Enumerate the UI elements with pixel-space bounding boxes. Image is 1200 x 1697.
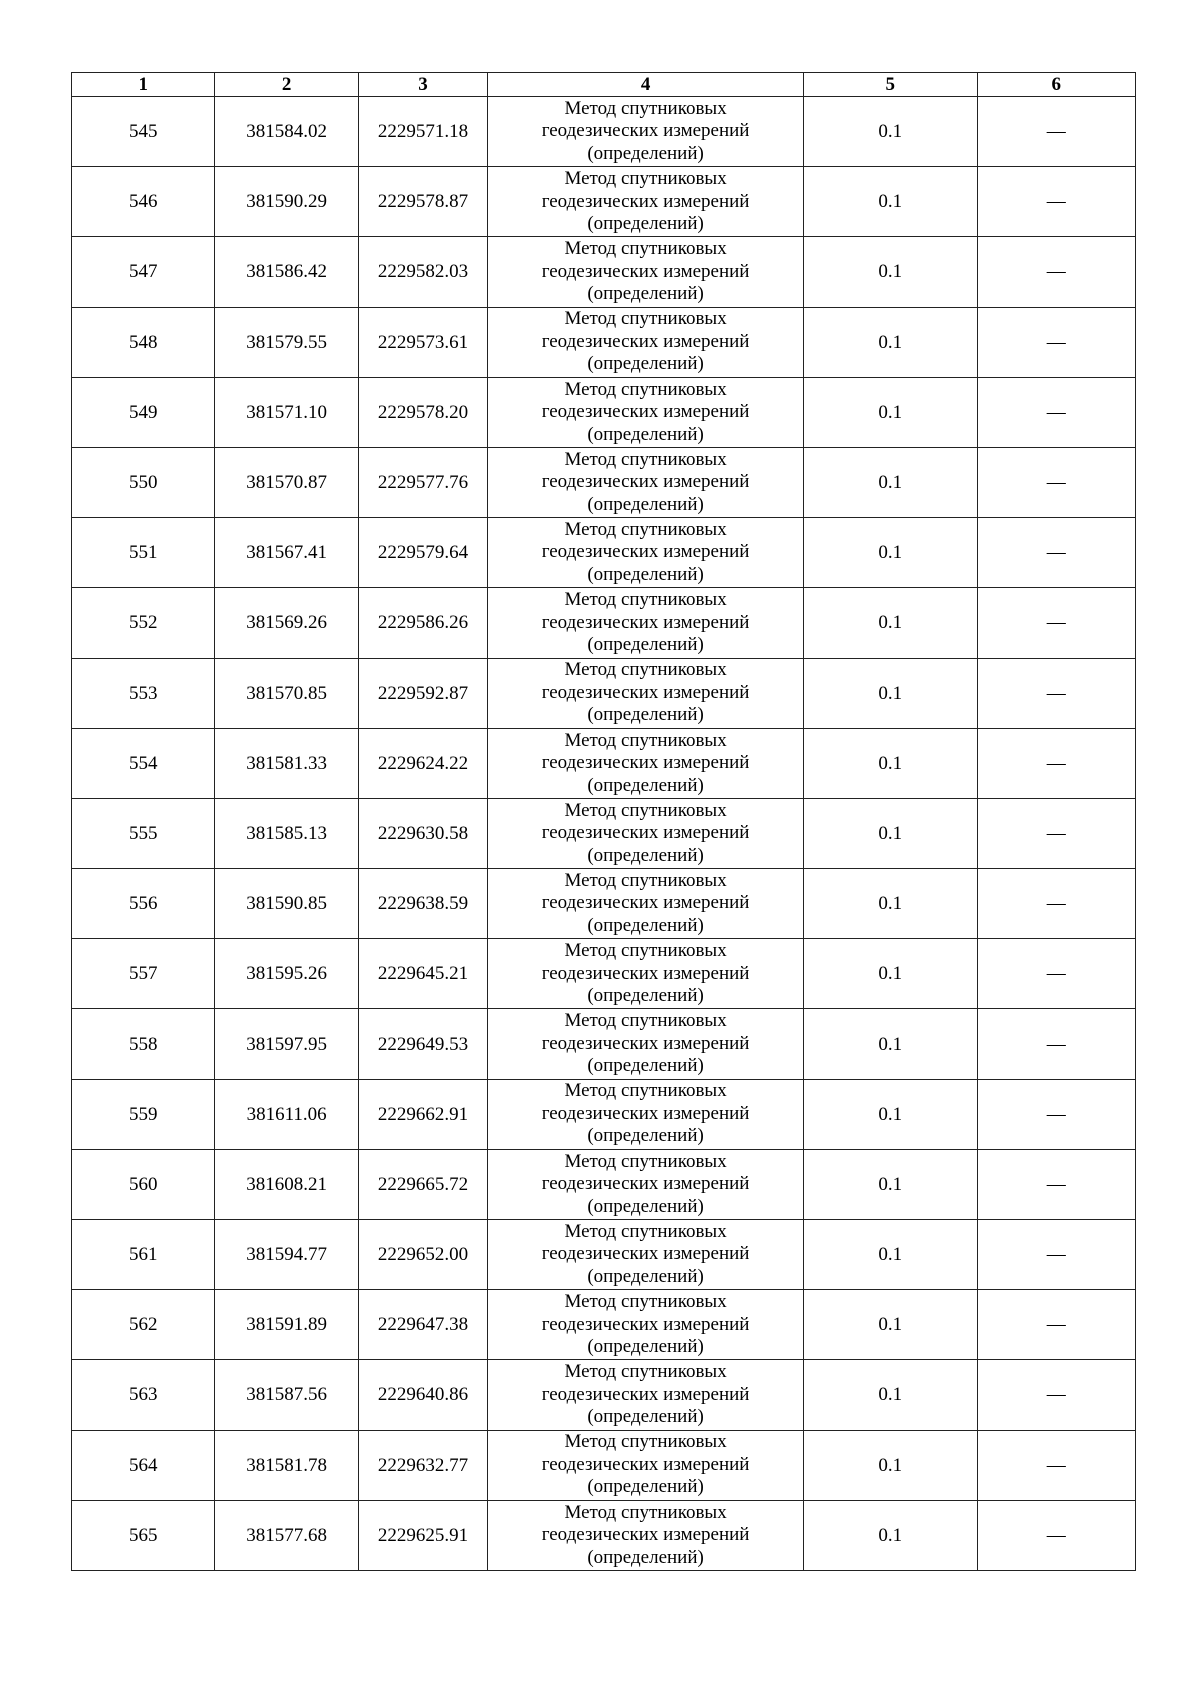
- table-row: [72, 588, 1136, 658]
- method-line: геодезических измерений: [541, 120, 750, 142]
- point-number-cell: 558: [72, 1009, 215, 1079]
- method-line: Метод спутниковых: [564, 1431, 727, 1453]
- table-row: [72, 728, 1136, 798]
- x-coordinate-cell: 381570.85: [215, 658, 358, 728]
- method-line: (определений): [587, 1336, 704, 1358]
- method-line: геодезических измерений: [541, 962, 750, 984]
- note-cell: —: [977, 798, 1135, 868]
- method-line: Метод спутниковых: [564, 659, 727, 681]
- method-line: Метод спутниковых: [564, 1361, 727, 1383]
- method-cell: [488, 588, 804, 658]
- point-number-cell: 549: [72, 377, 215, 447]
- x-coordinate-cell: 381591.89: [215, 1290, 358, 1360]
- note-cell: —: [977, 518, 1135, 588]
- point-number-cell: 560: [72, 1149, 215, 1219]
- method-cell: [488, 869, 804, 939]
- x-coordinate-cell: 381577.68: [215, 1500, 358, 1570]
- accuracy-cell: 0.1: [804, 1500, 977, 1570]
- y-coordinate-cell: 2229582.03: [358, 237, 487, 307]
- method-cell: [488, 658, 804, 728]
- note-cell: —: [977, 1079, 1135, 1149]
- x-coordinate-cell: 381584.02: [215, 97, 358, 167]
- method-line: (определений): [587, 844, 704, 866]
- method-line: Метод спутниковых: [564, 308, 727, 330]
- method-line: Метод спутниковых: [564, 869, 727, 891]
- method-line: геодезических измерений: [541, 611, 750, 633]
- table-row: [72, 167, 1136, 237]
- method-cell: [488, 167, 804, 237]
- method-line: геодезических измерений: [541, 260, 750, 282]
- point-number-cell: 551: [72, 518, 215, 588]
- y-coordinate-cell: 2229578.87: [358, 167, 487, 237]
- y-coordinate-cell: 2229624.22: [358, 728, 487, 798]
- y-coordinate-cell: 2229645.21: [358, 939, 487, 1009]
- y-coordinate-cell: 2229647.38: [358, 1290, 487, 1360]
- method-cell: [488, 1079, 804, 1149]
- accuracy-cell: 0.1: [804, 1009, 977, 1079]
- point-number-cell: 552: [72, 588, 215, 658]
- table-row: [72, 1220, 1136, 1290]
- method-line: Метод спутниковых: [564, 1291, 727, 1313]
- method-line: (определений): [587, 1476, 704, 1498]
- point-number-cell: 545: [72, 97, 215, 167]
- x-coordinate-cell: 381590.29: [215, 167, 358, 237]
- method-line: (определений): [587, 1546, 704, 1568]
- method-line: геодезических измерений: [541, 752, 750, 774]
- note-cell: —: [977, 97, 1135, 167]
- method-line: Метод спутниковых: [564, 168, 727, 190]
- method-line: Метод спутниковых: [564, 1010, 727, 1032]
- x-coordinate-cell: 381590.85: [215, 869, 358, 939]
- note-cell: —: [977, 588, 1135, 658]
- x-coordinate-cell: 381587.56: [215, 1360, 358, 1430]
- method-line: геодезических измерений: [541, 190, 750, 212]
- accuracy-cell: 0.1: [804, 97, 977, 167]
- method-cell: [488, 1009, 804, 1079]
- note-cell: —: [977, 1430, 1135, 1500]
- x-coordinate-cell: 381597.95: [215, 1009, 358, 1079]
- method-cell: [488, 798, 804, 868]
- table-row: [72, 869, 1136, 939]
- table-row: [72, 939, 1136, 1009]
- method-line: (определений): [587, 423, 704, 445]
- point-number-cell: 554: [72, 728, 215, 798]
- method-cell: [488, 1360, 804, 1430]
- method-line: геодезических измерений: [541, 1313, 750, 1335]
- y-coordinate-cell: 2229640.86: [358, 1360, 487, 1430]
- y-coordinate-cell: 2229665.72: [358, 1149, 487, 1219]
- table-row: [72, 658, 1136, 728]
- accuracy-cell: 0.1: [804, 728, 977, 798]
- method-line: геодезических измерений: [541, 1524, 750, 1546]
- method-line: Метод спутниковых: [564, 940, 727, 962]
- note-cell: —: [977, 237, 1135, 307]
- method-cell: [488, 1149, 804, 1219]
- note-cell: —: [977, 869, 1135, 939]
- method-line: геодезических измерений: [541, 401, 750, 423]
- point-number-cell: 546: [72, 167, 215, 237]
- point-number-cell: 548: [72, 307, 215, 377]
- method-line: геодезических измерений: [541, 1243, 750, 1265]
- note-cell: —: [977, 1360, 1135, 1430]
- x-coordinate-cell: 381595.26: [215, 939, 358, 1009]
- column-header-2: 2: [215, 73, 358, 97]
- method-line: геодезических измерений: [541, 681, 750, 703]
- note-cell: —: [977, 728, 1135, 798]
- method-line: Метод спутниковых: [564, 378, 727, 400]
- accuracy-cell: 0.1: [804, 658, 977, 728]
- note-cell: —: [977, 1149, 1135, 1219]
- method-line: (определений): [587, 563, 704, 585]
- point-number-cell: 559: [72, 1079, 215, 1149]
- accuracy-cell: 0.1: [804, 869, 977, 939]
- table-row: [72, 1009, 1136, 1079]
- method-line: Метод спутниковых: [564, 589, 727, 611]
- method-line: геодезических измерений: [541, 1173, 750, 1195]
- method-line: (определений): [587, 213, 704, 235]
- method-line: (определений): [587, 1406, 704, 1428]
- point-number-cell: 553: [72, 658, 215, 728]
- method-cell: [488, 518, 804, 588]
- accuracy-cell: 0.1: [804, 237, 977, 307]
- method-line: (определений): [587, 283, 704, 305]
- method-cell: [488, 447, 804, 517]
- method-cell: [488, 1430, 804, 1500]
- note-cell: —: [977, 167, 1135, 237]
- table-row: [72, 1500, 1136, 1570]
- accuracy-cell: 0.1: [804, 939, 977, 1009]
- method-line: геодезических измерений: [541, 822, 750, 844]
- note-cell: —: [977, 307, 1135, 377]
- method-line: (определений): [587, 634, 704, 656]
- accuracy-cell: 0.1: [804, 1430, 977, 1500]
- accuracy-cell: 0.1: [804, 1220, 977, 1290]
- x-coordinate-cell: 381570.87: [215, 447, 358, 517]
- header-row: [72, 73, 1136, 97]
- note-cell: —: [977, 377, 1135, 447]
- column-header-1: 1: [72, 73, 215, 97]
- method-line: (определений): [587, 353, 704, 375]
- y-coordinate-cell: 2229579.64: [358, 518, 487, 588]
- method-line: (определений): [587, 1265, 704, 1287]
- column-header-4: 4: [488, 73, 804, 97]
- method-line: Метод спутниковых: [564, 1150, 727, 1172]
- y-coordinate-cell: 2229573.61: [358, 307, 487, 377]
- method-line: Метод спутниковых: [564, 1080, 727, 1102]
- accuracy-cell: 0.1: [804, 377, 977, 447]
- table-row: [72, 798, 1136, 868]
- method-line: геодезических измерений: [541, 892, 750, 914]
- y-coordinate-cell: 2229632.77: [358, 1430, 487, 1500]
- point-number-cell: 556: [72, 869, 215, 939]
- x-coordinate-cell: 381594.77: [215, 1220, 358, 1290]
- method-line: Метод спутниковых: [564, 448, 727, 470]
- method-cell: [488, 377, 804, 447]
- point-number-cell: 547: [72, 237, 215, 307]
- y-coordinate-cell: 2229630.58: [358, 798, 487, 868]
- method-line: (определений): [587, 142, 704, 164]
- method-line: Метод спутниковых: [564, 1220, 727, 1242]
- note-cell: —: [977, 447, 1135, 517]
- method-cell: [488, 97, 804, 167]
- method-line: геодезических измерений: [541, 1032, 750, 1054]
- method-line: геодезических измерений: [541, 1383, 750, 1405]
- method-line: геодезических измерений: [541, 1453, 750, 1475]
- method-line: (определений): [587, 493, 704, 515]
- accuracy-cell: 0.1: [804, 307, 977, 377]
- note-cell: —: [977, 1290, 1135, 1360]
- y-coordinate-cell: 2229652.00: [358, 1220, 487, 1290]
- point-number-cell: 550: [72, 447, 215, 517]
- accuracy-cell: 0.1: [804, 447, 977, 517]
- method-line: геодезических измерений: [541, 471, 750, 493]
- note-cell: —: [977, 1220, 1135, 1290]
- y-coordinate-cell: 2229578.20: [358, 377, 487, 447]
- method-line: (определений): [587, 985, 704, 1007]
- y-coordinate-cell: 2229649.53: [358, 1009, 487, 1079]
- table-row: [72, 307, 1136, 377]
- table-row: [72, 1360, 1136, 1430]
- y-coordinate-cell: 2229638.59: [358, 869, 487, 939]
- accuracy-cell: 0.1: [804, 1360, 977, 1430]
- method-line: геодезических измерений: [541, 330, 750, 352]
- y-coordinate-cell: 2229577.76: [358, 447, 487, 517]
- y-coordinate-cell: 2229625.91: [358, 1500, 487, 1570]
- table-row: [72, 1079, 1136, 1149]
- method-line: Метод спутниковых: [564, 238, 727, 260]
- method-line: Метод спутниковых: [564, 799, 727, 821]
- accuracy-cell: 0.1: [804, 588, 977, 658]
- x-coordinate-cell: 381608.21: [215, 1149, 358, 1219]
- accuracy-cell: 0.1: [804, 798, 977, 868]
- point-number-cell: 564: [72, 1430, 215, 1500]
- note-cell: —: [977, 1009, 1135, 1079]
- method-cell: [488, 1500, 804, 1570]
- column-header-6: 6: [977, 73, 1135, 97]
- point-number-cell: 557: [72, 939, 215, 1009]
- method-line: (определений): [587, 1125, 704, 1147]
- table-row: [72, 237, 1136, 307]
- x-coordinate-cell: 381585.13: [215, 798, 358, 868]
- table-row: [72, 97, 1136, 167]
- table-body: [72, 97, 1136, 1571]
- method-line: Метод спутниковых: [564, 518, 727, 540]
- accuracy-cell: 0.1: [804, 518, 977, 588]
- note-cell: —: [977, 939, 1135, 1009]
- method-line: (определений): [587, 774, 704, 796]
- method-cell: [488, 307, 804, 377]
- x-coordinate-cell: 381581.33: [215, 728, 358, 798]
- table-header: [72, 73, 1136, 97]
- method-line: Метод спутниковых: [564, 1501, 727, 1523]
- point-number-cell: 561: [72, 1220, 215, 1290]
- method-line: (определений): [587, 1195, 704, 1217]
- column-header-3: 3: [358, 73, 487, 97]
- table-row: [72, 377, 1136, 447]
- method-cell: [488, 1220, 804, 1290]
- method-line: (определений): [587, 1055, 704, 1077]
- method-cell: [488, 1290, 804, 1360]
- y-coordinate-cell: 2229592.87: [358, 658, 487, 728]
- accuracy-cell: 0.1: [804, 1079, 977, 1149]
- method-line: Метод спутниковых: [564, 729, 727, 751]
- note-cell: —: [977, 658, 1135, 728]
- method-cell: [488, 237, 804, 307]
- y-coordinate-cell: 2229586.26: [358, 588, 487, 658]
- method-cell: [488, 939, 804, 1009]
- x-coordinate-cell: 381569.26: [215, 588, 358, 658]
- x-coordinate-cell: 381567.41: [215, 518, 358, 588]
- point-number-cell: 562: [72, 1290, 215, 1360]
- method-line: геодезических измерений: [541, 541, 750, 563]
- table-row: [72, 1290, 1136, 1360]
- x-coordinate-cell: 381611.06: [215, 1079, 358, 1149]
- y-coordinate-cell: 2229571.18: [358, 97, 487, 167]
- table-row: [72, 447, 1136, 517]
- point-number-cell: 563: [72, 1360, 215, 1430]
- method-line: (определений): [587, 914, 704, 936]
- point-number-cell: 565: [72, 1500, 215, 1570]
- x-coordinate-cell: 381581.78: [215, 1430, 358, 1500]
- accuracy-cell: 0.1: [804, 1149, 977, 1219]
- column-header-5: 5: [804, 73, 977, 97]
- coordinates-table: [71, 72, 1136, 1571]
- accuracy-cell: 0.1: [804, 167, 977, 237]
- table-row: [72, 1149, 1136, 1219]
- table-row: [72, 1430, 1136, 1500]
- accuracy-cell: 0.1: [804, 1290, 977, 1360]
- method-line: геодезических измерений: [541, 1102, 750, 1124]
- method-cell: [488, 728, 804, 798]
- point-number-cell: 555: [72, 798, 215, 868]
- table-row: [72, 518, 1136, 588]
- x-coordinate-cell: 381571.10: [215, 377, 358, 447]
- y-coordinate-cell: 2229662.91: [358, 1079, 487, 1149]
- note-cell: —: [977, 1500, 1135, 1570]
- method-line: (определений): [587, 704, 704, 726]
- x-coordinate-cell: 381586.42: [215, 237, 358, 307]
- x-coordinate-cell: 381579.55: [215, 307, 358, 377]
- method-line: Метод спутниковых: [564, 97, 727, 119]
